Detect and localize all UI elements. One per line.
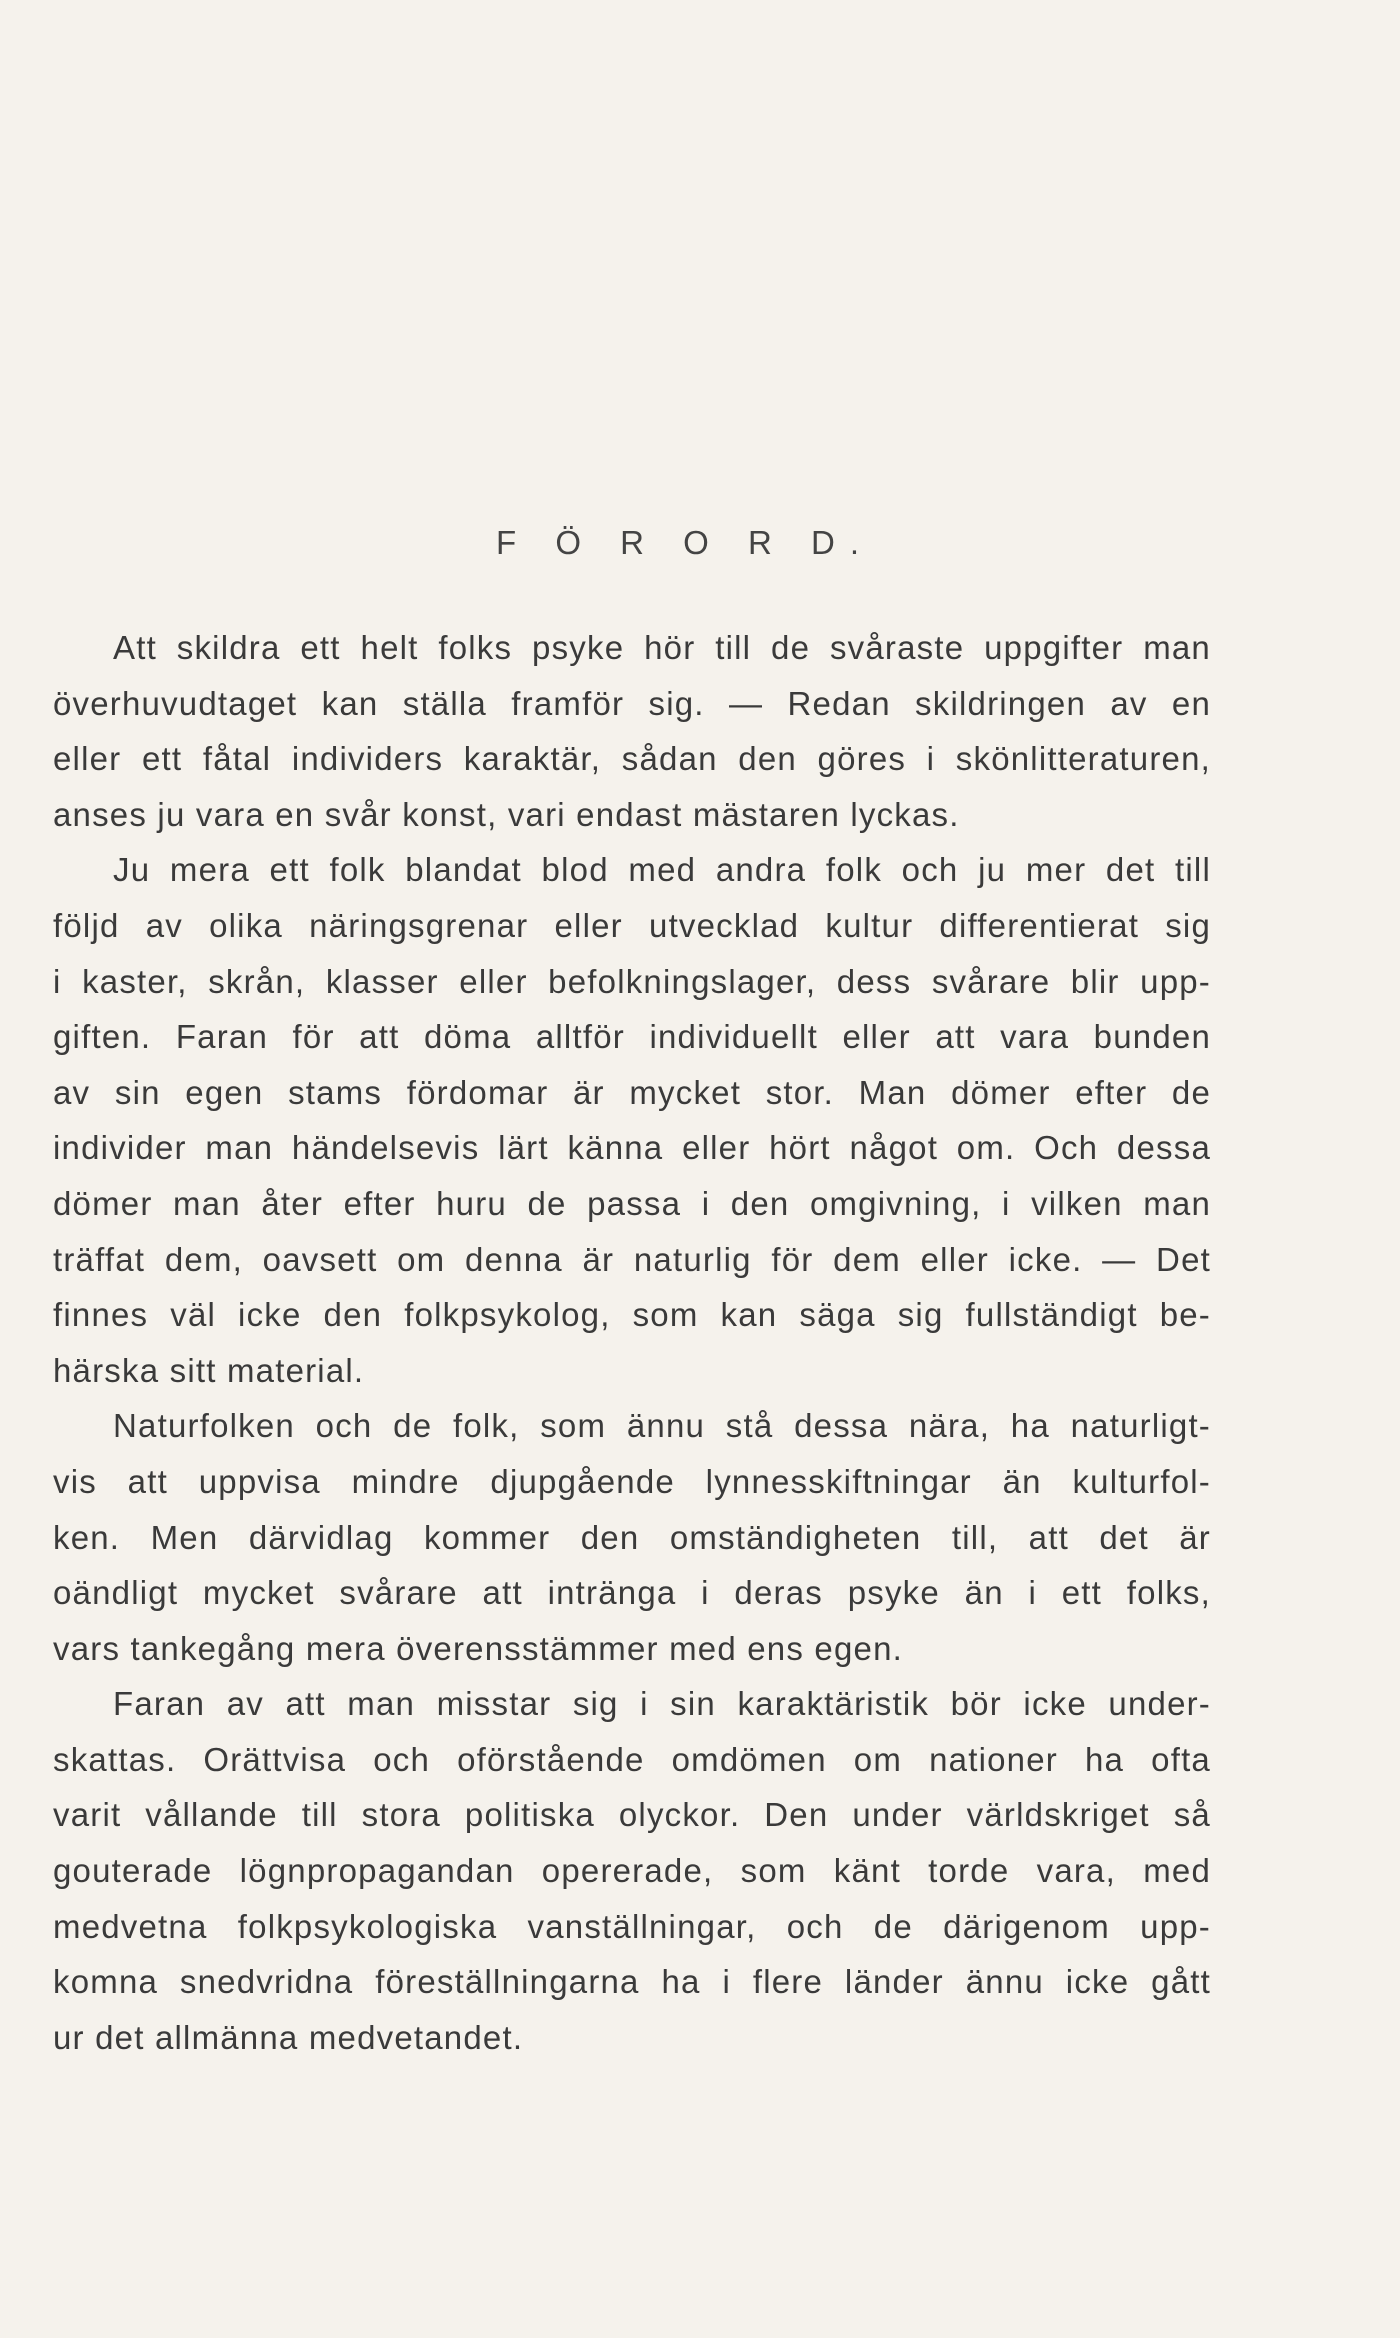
text-line: medvetna folkpsykologiska vanställningar, och de därigenom upp-: [53, 1907, 1211, 1945]
text-line: giften. Faran för att döma alltför individuellt eller att vara bunden: [53, 1018, 1211, 1056]
text-line: följd av olika näringsgrenar eller utvecklad kultur differentierat sig: [53, 906, 1211, 944]
text-line: individer man händelsevis lärt känna eller hört något om. Och dessa: [53, 1129, 1211, 1167]
text-line: Ju mera ett folk blandat blod med andra folk och ju mer det till: [113, 851, 1211, 889]
text-line: skattas. Orättvisa och oförstående omdömen om nationer ha ofta: [53, 1740, 1211, 1778]
text-line: oändligt mycket svårare att intränga i deras psyke än i ett folks,: [53, 1574, 1211, 1612]
text-line: vis att uppvisa mindre djupgående lynnesskiftningar än kulturfol-: [53, 1462, 1211, 1500]
text-line: gouterade lögnpropagandan opererade, som känt torde vara, med: [53, 1852, 1211, 1890]
text-line: Att skildra ett helt folks psyke hör till de svåraste uppgifter man: [113, 629, 1211, 666]
text-line: av sin egen stams fördomar är mycket stor. Man dömer efter de: [53, 1073, 1211, 1111]
text-line: härska sitt material.: [53, 1351, 365, 1389]
text-line: eller ett fåtal individers karaktär, sådan den göres i skönlitteraturen,: [53, 740, 1211, 778]
text-line: finnes väl icke den folkpsykolog, som kan säga sig fullständigt be-: [53, 1296, 1211, 1334]
text-line: ur det allmänna medvetandet.: [53, 2018, 524, 2056]
text-line: varit vållande till stora politiska olyckor. Den under världskriget så: [53, 1796, 1211, 1834]
text-line: Faran av att man misstar sig i sin karaktäristik bör icke under-: [113, 1685, 1211, 1723]
text-line: vars tankegång mera överensstämmer med ens egen.: [53, 1629, 904, 1667]
body-text: [53, 620, 1211, 2065]
text-line: överhuvudtaget kan ställa framför sig. — Redan skildringen av en: [53, 684, 1211, 722]
text-line: komna snedvridna föreställningarna ha i flere länder ännu icke gått: [53, 1963, 1211, 2001]
text-line: träffat dem, oavsett om denna är naturlig för dem eller icke. — Det: [53, 1240, 1211, 1278]
text-line: i kaster, skrån, klasser eller befolkningslager, dess svårare blir upp-: [53, 962, 1211, 1000]
text-line: dömer man åter efter huru de passa i den omgivning, i vilken man: [53, 1184, 1211, 1222]
page-title: F Ö R O R D.: [496, 524, 874, 561]
text-line: Naturfolken och de folk, som ännu stå dessa nära, ha naturligt-: [113, 1407, 1211, 1445]
text-line: anses ju vara en svår konst, vari endast mästaren lyckas.: [53, 795, 960, 833]
text-line: ken. Men därvidlag kommer den omständigheten till, att det är: [53, 1518, 1211, 1556]
